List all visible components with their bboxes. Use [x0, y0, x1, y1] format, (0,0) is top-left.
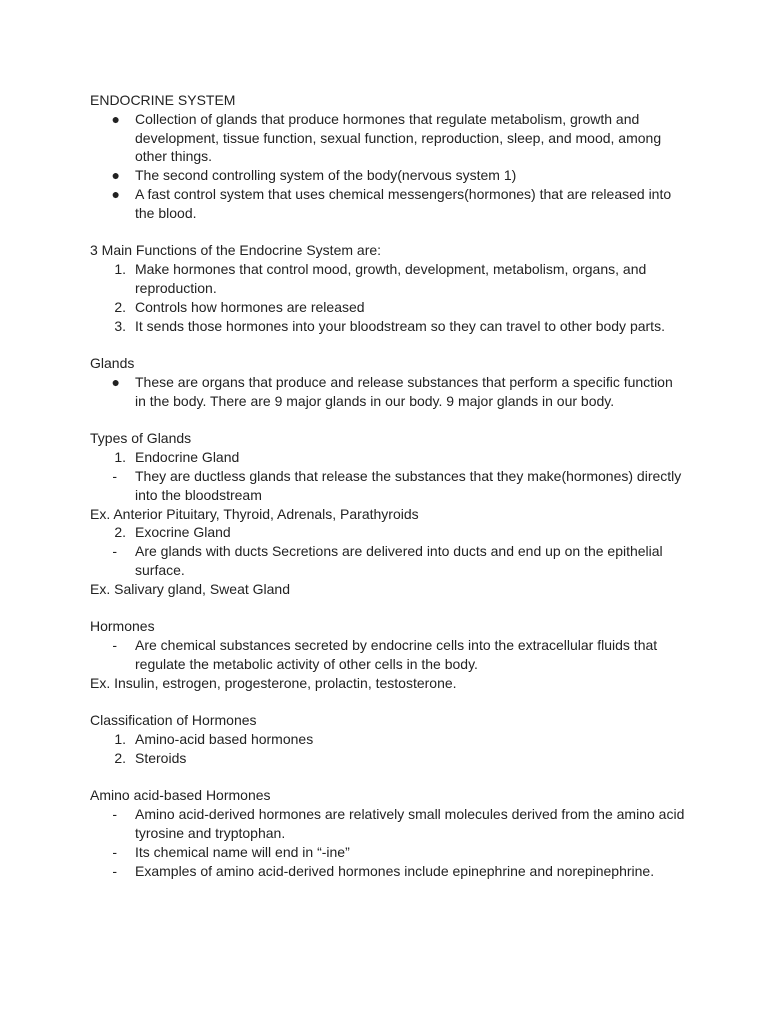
- number-marker: 1.: [114, 731, 126, 748]
- list-item: [90, 467, 690, 505]
- paragraph-gap: [90, 335, 690, 354]
- list-item: [90, 862, 690, 881]
- list-item: [90, 636, 690, 674]
- endocrine-bullet-list: [90, 110, 690, 223]
- list-item: [90, 260, 690, 298]
- section-heading-types-of-glands: Types of Glands: [90, 430, 192, 447]
- list-item-text: surface.: [135, 561, 185, 578]
- list-item: [90, 749, 690, 768]
- list-item-text: Examples of amino acid-derived hormones include epinephrine and norepinephrine.: [135, 862, 655, 879]
- list-item-text: Make hormones that control mood, growth, development, metabolism, organs, and: [135, 261, 647, 278]
- list-item: [90, 523, 690, 542]
- list-item-text: the blood.: [135, 204, 197, 221]
- list-item: [90, 317, 690, 336]
- list-item-text: These are organs that produce and release substances that perform a specific function: [135, 373, 673, 390]
- bullet-marker: ●: [111, 167, 120, 184]
- list-item-text: Are chemical substances secreted by endocrine cells into the extracellular fluids that: [135, 637, 658, 654]
- section-heading-classification: Classification of Hormones: [90, 712, 257, 729]
- list-item: [90, 843, 690, 862]
- section-heading-amino-acid-hormones: Amino acid-based Hormones: [90, 787, 271, 804]
- bullet-marker: ●: [111, 373, 120, 390]
- section-heading-endocrine-system: ENDOCRINE SYSTEM: [90, 92, 236, 108]
- paragraph-gap: [90, 411, 690, 430]
- list-item: [90, 373, 690, 411]
- number-marker: 1.: [114, 261, 126, 278]
- functions-numbered-list: [90, 260, 690, 335]
- example-line: Ex. Anterior Pituitary, Thyroid, Adrenals, Parathyroids: [90, 505, 419, 522]
- glands-bullet-list: [90, 373, 690, 411]
- list-item-text: Endocrine Gland: [135, 449, 240, 466]
- list-item-text: tyrosine and tryptophan.: [135, 825, 286, 842]
- example-line: Ex. Insulin, estrogen, progesterone, prolactin, testosterone.: [90, 674, 457, 691]
- types-list-2: [90, 523, 690, 579]
- list-item-text: Exocrine Gland: [135, 524, 231, 541]
- example-line: Ex. Salivary gland, Sweat Gland: [90, 580, 290, 597]
- list-item-text: Amino acid-derived hormones are relatively small molecules derived from the amino acid: [135, 806, 685, 823]
- list-item: [90, 185, 690, 223]
- dash-marker: -: [112, 467, 117, 484]
- paragraph-gap: [90, 599, 690, 618]
- bullet-marker: ●: [111, 110, 120, 127]
- document-body: [90, 91, 690, 880]
- section-heading-main-functions: 3 Main Functions of the Endocrine System are:: [90, 242, 382, 259]
- list-item-text: into the bloodstream: [135, 486, 262, 503]
- list-item-text: The second controlling system of the body(nervous system 1): [135, 167, 517, 184]
- list-item-text: regulate the metabolic activity of other cells in the body.: [135, 655, 478, 672]
- classification-numbered-list: [90, 730, 690, 768]
- list-item-text: other things.: [135, 148, 213, 165]
- paragraph-gap: [90, 223, 690, 242]
- list-item: [90, 805, 690, 843]
- types-list-1: [90, 448, 690, 504]
- list-item-text: Controls how hormones are released: [135, 298, 365, 315]
- list-item-text: They are ductless glands that release the substances that they make(hormones) directly: [135, 467, 682, 484]
- dash-marker: -: [112, 806, 117, 823]
- list-item: [90, 166, 690, 185]
- list-item: [90, 730, 690, 749]
- section-heading-glands: Glands: [90, 355, 135, 372]
- dash-marker: -: [112, 543, 117, 560]
- list-item: [90, 542, 690, 580]
- list-item-text: Collection of glands that produce hormones that regulate metabolism, growth and: [135, 110, 640, 127]
- list-item-text: Amino-acid based hormones: [135, 731, 314, 748]
- list-item-text: A fast control system that uses chemical messengers(hormones) that are released into: [135, 185, 672, 202]
- list-item-text: in the body. There are 9 major glands in our body. 9 major glands in our body.: [135, 392, 615, 409]
- paragraph-gap: [90, 693, 690, 712]
- bullet-marker: ●: [111, 185, 120, 202]
- dash-marker: -: [112, 862, 117, 879]
- hormones-dash-list: [90, 636, 690, 674]
- dash-marker: -: [112, 843, 117, 860]
- paragraph-gap: [90, 768, 690, 787]
- list-item-text: Are glands with ducts Secretions are delivered into ducts and end up on the epithelial: [135, 543, 663, 560]
- number-marker: 2.: [114, 749, 126, 766]
- section-heading-hormones: Hormones: [90, 618, 155, 635]
- number-marker: 1.: [114, 449, 126, 466]
- list-item: [90, 448, 690, 467]
- number-marker: 3.: [114, 317, 126, 334]
- list-item-text: development, tissue function, sexual function, reproduction, sleep, and mood, among: [135, 129, 662, 146]
- list-item-text: Steroids: [135, 749, 187, 766]
- list-item-text: reproduction.: [135, 279, 217, 296]
- number-marker: 2.: [114, 524, 126, 541]
- amino-dash-list: [90, 805, 690, 880]
- list-item: [90, 110, 690, 166]
- dash-marker: -: [112, 637, 117, 654]
- list-item: [90, 298, 690, 317]
- list-item-text: It sends those hormones into your bloodstream so they can travel to other body parts.: [135, 317, 665, 334]
- number-marker: 2.: [114, 298, 126, 315]
- list-item-text: Its chemical name will end in “-ine”: [135, 843, 350, 860]
